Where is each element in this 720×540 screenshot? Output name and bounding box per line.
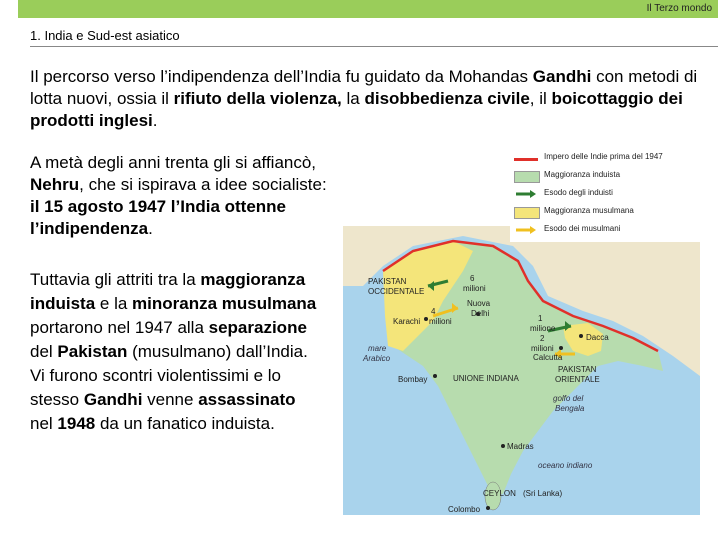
paragraph-nehru: A metà degli anni trenta gli si affiancò, Nehru, che si ispirava a idee socialiste: il 15 agosto 1947 l’India ottenne l’indipendenza.: [30, 153, 327, 238]
legend-item: Esodo dei musulmani: [510, 222, 700, 238]
paragraph-partition: Tuttavia gli attriti tra la maggioranza induista e la minoranza musulmana portarono nel 1947 alla separazione del Pakistan (musulmano) dall’India. Vi furono scontri violentissimi e lo stesso Gandhi venne assassinato nel 1948 da un fanatico induista.: [30, 270, 317, 433]
legend-item: Maggioranza induista: [510, 168, 700, 184]
map-legend: [510, 150, 700, 242]
label-four-1: 4: [431, 307, 436, 316]
header-label: Il Terzo mondo: [646, 3, 712, 14]
label-nuova-delhi-1: Nuova: [467, 299, 491, 308]
label-sri-lanka: (Sri Lanka): [523, 489, 563, 498]
label-pakistan-west-1: PAKISTAN: [368, 277, 407, 286]
paragraph-intro: Il percorso verso l’indipendenza dell’India fu guidato da Mohandas Gandhi con metodi di lotta nuovi, ossia il rifiuto della violenza, la disobbedienza civile, il boicottaggio dei prodotti inglesi.: [30, 67, 698, 130]
legend-border-symbol: [514, 158, 538, 161]
colombo-dot: [486, 506, 490, 510]
label-mare-1: mare: [368, 344, 387, 353]
calcutta-dot: [559, 346, 563, 350]
label-four-2: milioni: [429, 317, 452, 326]
label-colombo: Colombo: [448, 505, 481, 514]
section-title: 1. India e Sud-est asiatico: [30, 28, 180, 43]
label-pakistan-east-2: ORIENTALE: [555, 375, 600, 384]
madras-dot: [501, 444, 505, 448]
label-oceano: oceano indiano: [538, 461, 593, 470]
india-partition-map: [343, 226, 700, 515]
dacca-dot: [579, 334, 583, 338]
label-two-1: 2: [540, 334, 545, 343]
label-karachi: Karachi: [393, 317, 421, 326]
label-madras: Madras: [507, 442, 534, 451]
label-pakistan-west-2: OCCIDENTALE: [368, 287, 425, 296]
title-divider: [30, 46, 718, 47]
legend-item: Impero delle Indie prima del 1947: [510, 150, 700, 166]
legend-item: Maggioranza musulmana: [510, 204, 700, 220]
karachi-dot: [424, 317, 428, 321]
label-two-2: milioni: [531, 344, 554, 353]
label-ceylon: CEYLON: [483, 489, 516, 498]
label-pakistan-east-1: PAKISTAN: [558, 365, 597, 374]
label-calcutta: Calcutta: [533, 353, 563, 362]
label-bombay: Bombay: [398, 375, 428, 384]
label-one-1: 1: [538, 314, 543, 323]
legend-hindu-swatch: [514, 171, 540, 183]
label-one-2: milione: [530, 324, 556, 333]
label-six-1: 6: [470, 274, 475, 283]
label-unione-indiana: UNIONE INDIANA: [453, 374, 519, 383]
label-mare-2: Arabico: [363, 354, 391, 363]
legend-muslim-arrow-icon: [514, 225, 538, 235]
label-dacca: Dacca: [586, 333, 609, 342]
legend-hindu-arrow-icon: [514, 189, 538, 199]
bombay-dot: [433, 374, 437, 378]
legend-muslim-swatch: [514, 207, 540, 219]
legend-item: Esodo degli induisti: [510, 186, 700, 202]
label-nuova-delhi-2: Delhi: [471, 309, 490, 318]
header-bar: [18, 0, 718, 18]
label-golfo-2: Bengala: [555, 404, 585, 413]
label-golfo-1: golfo del: [553, 394, 584, 403]
label-six-2: milioni: [463, 284, 486, 293]
